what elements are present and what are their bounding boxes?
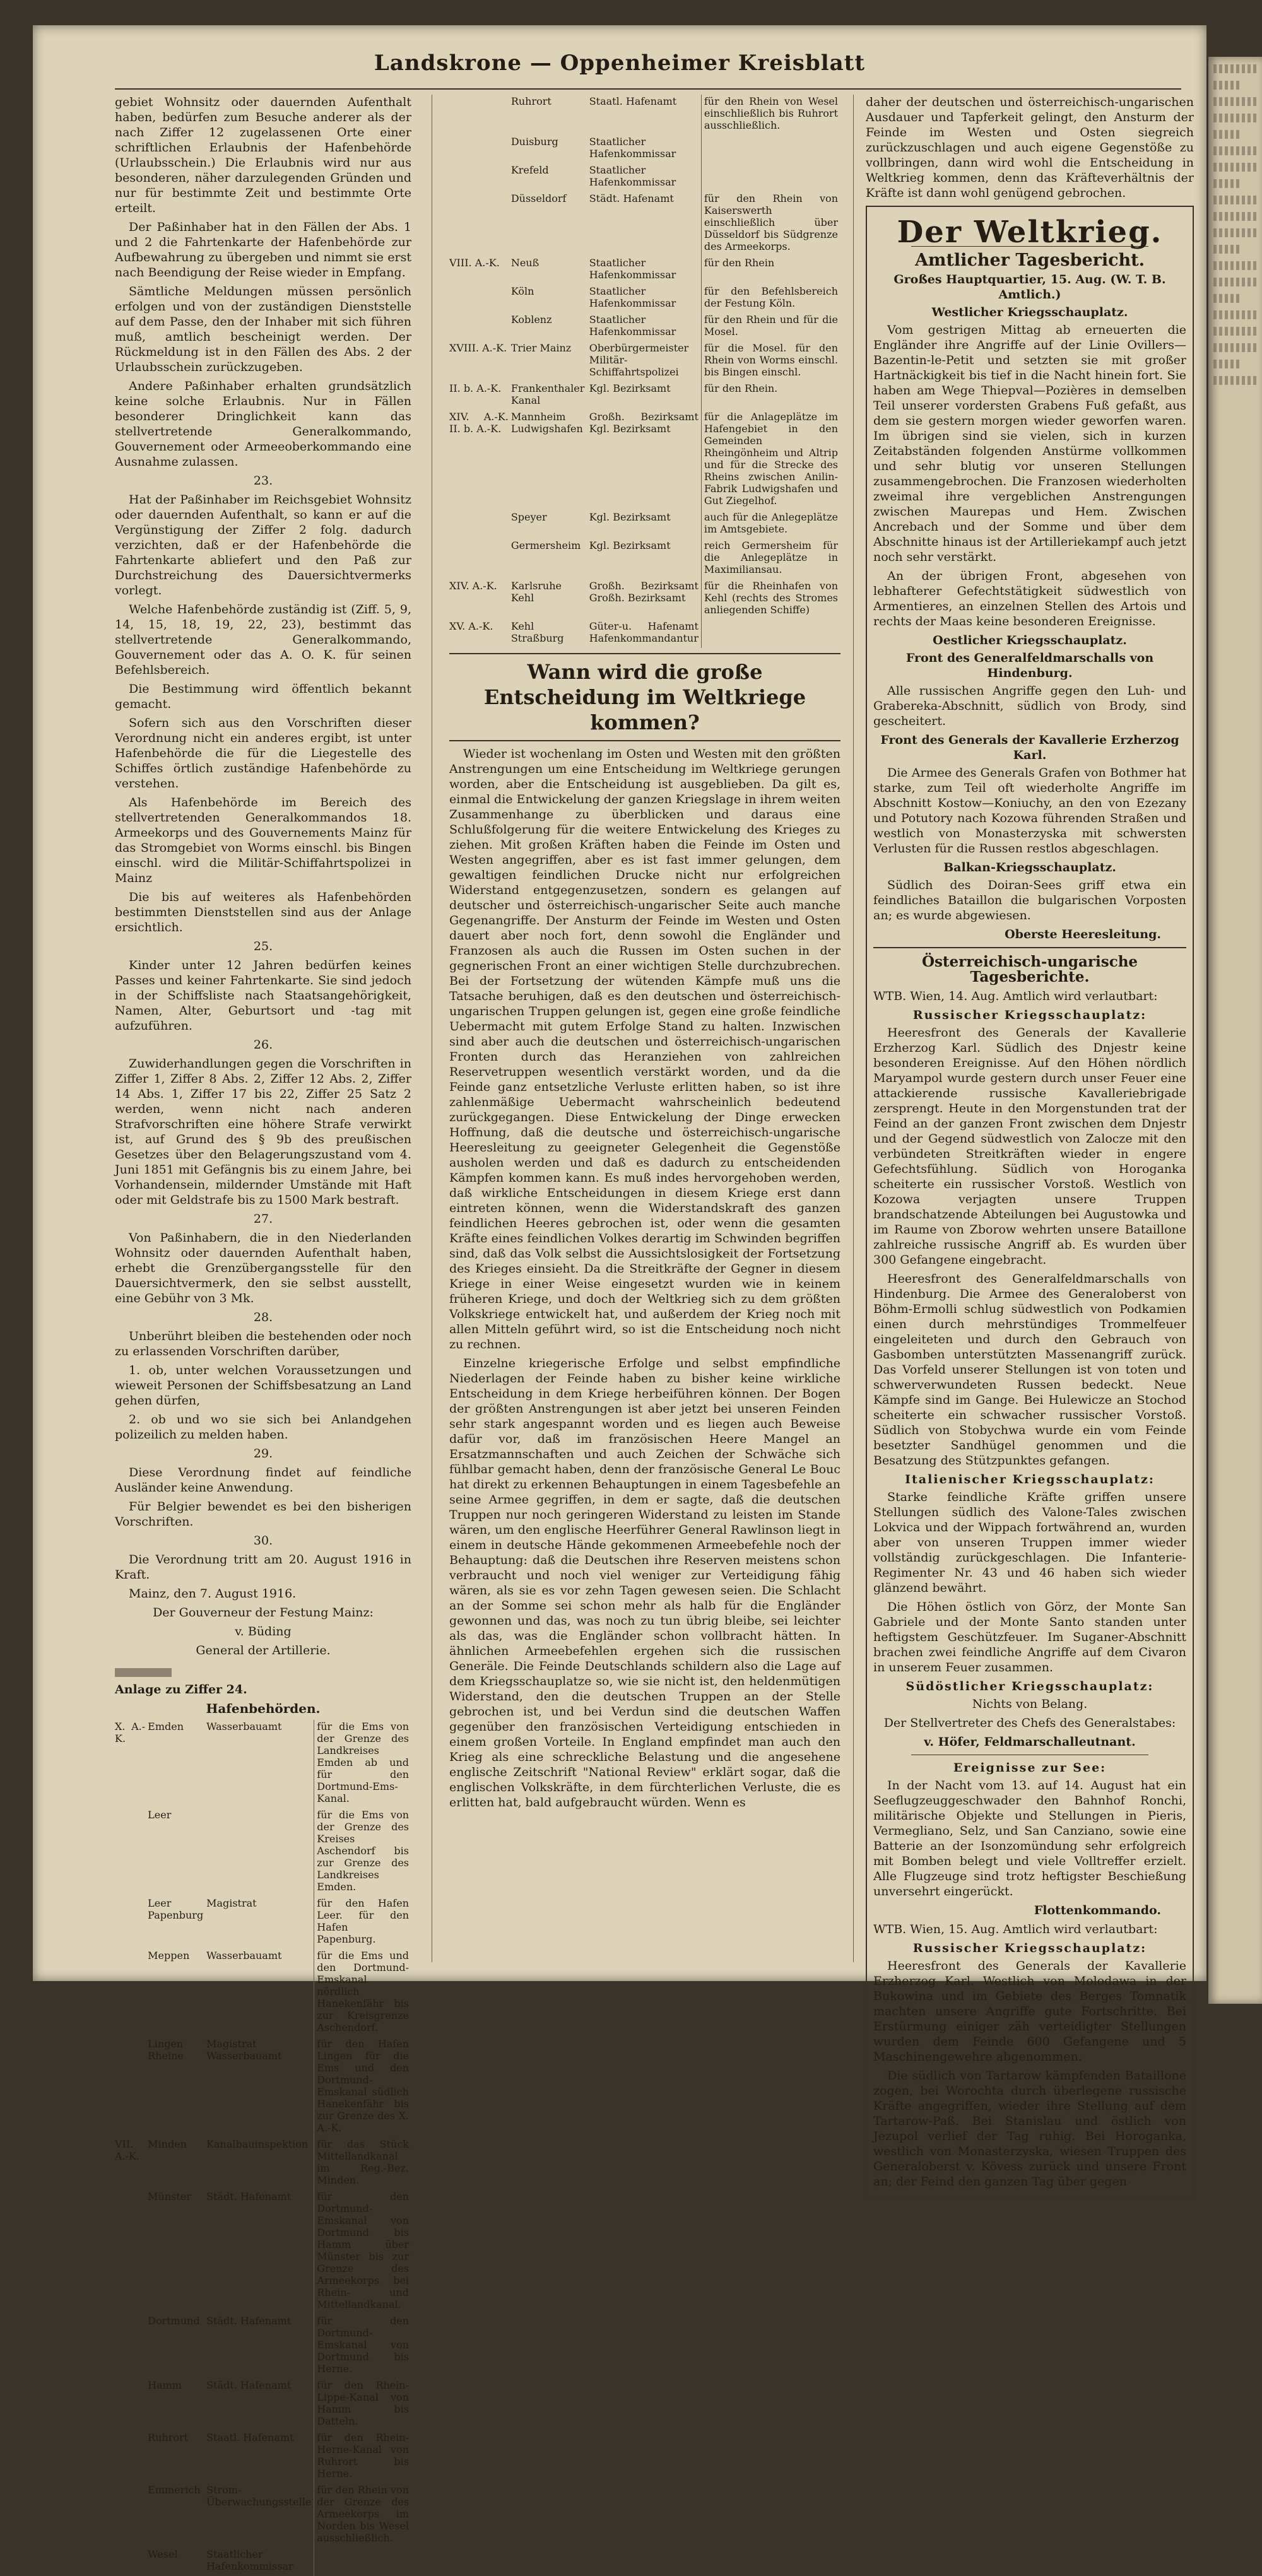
paragraph: Vom gestrigen Mittag ab erneuerten die Engländer ihre Angriffe auf der Linie Ovillers—Bazentin-le-Petit und setzten sie mit großer Hartnäckigkeit bis tief in die Nacht hinein fort. Sie haben am Wege Thiepval—Pozières in demselben Teil unserer vordersten Grabens Fuß gefaßt, aus dem sie gestern morgen wieder geworfen waren. Im übrigen sind sie vielen, sich in kurzen Zeitabständen folgenden Anstürme vollkommen und sehr blutig vor unseren Stellungen zusammengebrochen. Die Franzosen wiederholten zweimal ihre vergeblichen Anstrengungen zwischen Maurepas und Hem. Zwischen Ancrebach und der Somme und über dem Abschnitte hinaus ist der Artilleriekampf auch jetzt noch sehr verstärkt. [873, 323, 1186, 564]
corps-cell: XVIII. A.-K. [449, 342, 507, 354]
port-authority-table-1 [115, 1720, 411, 2576]
corps-cell [449, 163, 511, 192]
paragraph: daher der deutschen und österreichisch-ungarischen Ausdauer und Tapferkeit gelingt, den Ansturm der Feinde im Westen und Osten siegreich zurückzuschlagen und auch eigene Gegenstöße zu vollbringen, dann wird wohl die Entscheidung in Weltkrieg kommen, denn das Kräfteverhältnis der Kräfte ist dann wohl genügend gebrochen. [866, 95, 1194, 200]
jurisdiction-cell: für den Hafen Leer. für den Hafen Papenburg. [314, 1897, 411, 1949]
corps-cell [115, 1949, 148, 2037]
table-row [115, 1808, 411, 1897]
paragraph: Die südlich von Tartarow kämpfenden Bataillone zogen, bei Worochta durch überlegene russische Kräfte angegriffen, wieder ihre Stellung auf dem Tartarow-Paß. Bei Stanislau und östlich von Jezupol verlief der Tag ruhig. Bei Horoganka, westlich von Monasterzyska, wiesen Truppen des Generaloberst v. Kövess zurück und unsere Front an; der Feind den ganzen Tag über gegen [873, 2069, 1186, 2189]
balkan-heading: Balkan-Kriegsschauplatz. [943, 861, 1116, 874]
authority-cell: Güter-u. Hafenamt Hafenkommandantur [589, 620, 699, 644]
jurisdiction-cell: für den Rhein. [701, 382, 840, 410]
table-row [115, 2548, 411, 2576]
jurisdiction-cell: für den Rhein-Herne-Kanal von Ruhrort bis Herne. [314, 2431, 411, 2483]
table-row [115, 2379, 411, 2431]
section-rule [873, 947, 1186, 948]
authority-cell: Kgl. Bezirksamt [589, 539, 671, 551]
paragraph: gebiet Wohnsitz oder dauernden Aufenthalt haben, bedürfen zum Besuche anderer als der nach Ziffer 12 zugelassenen Orte einer schriftlichen Erlaubnis der Hafenbehörde (Urlaubsschein.) Die Erlaubnis wird nur aus besonderen, näher darzulegenden Gründen und nur für bestimmte Zeit und bestimmte Orte erteilt. [115, 95, 411, 215]
location-cell: Krefeld [510, 164, 549, 176]
corps-cell [115, 2037, 148, 2138]
eastern-front-heading: Oestlicher Kriegsschauplatz. [933, 633, 1127, 647]
hindenburg-front-heading: Front des Generalfeldmarschalls von Hindenburg. [905, 651, 1154, 680]
jurisdiction-cell: für den Rhein und für die Mosel. [701, 313, 840, 341]
jurisdiction-cell: für den Befehlsbereich der Festung Köln. [701, 285, 840, 313]
authority-cell: Kgl. Bezirksamt [589, 382, 671, 394]
paragraph: Einzelne kriegerische Erfolge und selbst empfindliche Niederlagen der Feinde haben zu bisher keine wirkliche Entscheidung in dem Kriege herbeiführen können. Der Bogen der größten Anstrengungen ist aber jetzt bei unseren Feinden sehr stark angespannt worden und es liegen auch Beweise dafür vor, daß im französischen Heere Mangel an Ersatzmannschaften und auch Zeichen der Schwäche sich fühlbar gemacht haben, denn der französische General Le Bouc hat direkt zu erkennen Behauptungen in einem Tagesbefehle an seine Armee gegriffen, in dem er sagte, daß die deutschen Truppen nur noch geringeren Widerstand zu leisten im Stande wären, um den englische Heerführer General Rawlinson liegt in einem in deutsche Hände gekommenen Armeebefehle noch der Behauptung: daß die Deutschen ihre Reserven meistens schon verbraucht und noch viel weniger zur Verteidigung fähig wären, als sie es vor zehn Tagen gewesen seien. Die Schlacht an der Somme sei schon mehr als halb für die Engländer gewonnen und das, was noch zu tun übrig bleibe, sei leichter als das, was die Engländer schon vollbracht hätten. In ähnlichen Armeebefehlen ergehen sich die russischen Generäle. Die Feinde Deutschlands schildern also die Lage auf dem Kriegsschauplatze so, wie sie nicht ist, den heldenmütigen Widerstand, den die deutschen Truppen an der Stelle gebrochen ist, und bei Verdun sind die deutschen Waffen gegenüber den französischen Verteidigung entschieden in einem großen Vorteile. In England empfindet man auch den Krieg als eine schreckliche Belastung und die angesehene englische Zeitschrift "National Review" erklärt sogar, daß die englischen Volkskräfte, in dem fürchterlichen Verluste, die es erlitten hat, bald aufgebraucht würden. Wenn es [449, 1356, 840, 1809]
article-number: 28. [253, 1310, 273, 1324]
authority-cell: Städt. Hafenamt [206, 2191, 292, 2203]
annex-label: Anlage zu Ziffer 24. [115, 1683, 247, 1697]
table-row [449, 510, 840, 539]
paragraph: Sämtliche Meldungen müssen persönlich erfolgen und von der zuständigen Dienststelle auf dem Passe, den der Inhaber mit sich führen muß, amtlich bescheinigt werden. Der Rückmeldung ist in den Fällen des Abs. 2 der Urlaubsschein zurückzugeben. [115, 285, 411, 374]
jurisdiction-cell [314, 2548, 411, 2576]
location-cell: Trier Mainz [510, 342, 572, 354]
corps-cell [449, 95, 511, 135]
corps-cell [449, 135, 511, 163]
masthead-rule [115, 88, 1181, 90]
corps-cell [449, 539, 511, 579]
authority-cell: Kgl. Bezirksamt [589, 511, 671, 523]
paragraph: Die Höhen östlich von Görz, der Monte San Gabriele und der Monte Santo standen unter heftigstem Geschützfeuer. Im Suganer-Abschnitt brachen zwei feindliche Angriffe auf dem Civaron in unserem Feuer zusammen. [873, 1600, 1186, 1674]
authority-cell: Strom-Überwachungsstelle [206, 2484, 312, 2508]
location-cell: Frankenthaler Kanal [510, 382, 585, 406]
authority-cell: Staatlicher Hafenkommissar [589, 285, 676, 309]
paragraph: 2. ob und wo sie sich bei Anlandgehen polizeilich zu melden haben. [115, 1413, 411, 1442]
location-cell: Karlsruhe Kehl [510, 580, 562, 604]
location-cell: Dortmund [148, 2315, 200, 2327]
jurisdiction-cell: auch für die Anlegeplätze im Amtsgebiete. [701, 510, 840, 539]
jurisdiction-cell: reich Germersheim für die Anlegeplätze in Maximiliansau. [701, 539, 840, 579]
location-cell: Ruhrort [148, 2432, 189, 2444]
table-row [449, 285, 840, 313]
jurisdiction-cell: für die Ems von der Grenze des Kreises Aschendorf bis zur Grenze des Landkreises Emden. [314, 1808, 411, 1897]
newspaper-page [33, 25, 1206, 2572]
table-row [449, 410, 840, 510]
paragraph: Alle russischen Angriffe gegen den Luh- und Grabereka-Abschnitt, südlich von Brody, sind gescheitert. [873, 684, 1186, 728]
paragraph: Heeresfront des Generals der Kavallerie Erzherzog Karl. Westlich von Molodawa in der Bukowina und im Gebiete des Berges Tomnatik machten unsere Angriffe gute Fortschritte. Bei Erstürmung einiger zäh verteidigter Stellungen wurden dem Feinde 600 Gefangene und 5 Maschinengewehre abgenommen. [873, 1959, 1186, 2064]
jurisdiction-cell: für die Mosel. für den Rhein von Worms einschl. bis Bingen einschl. [701, 341, 840, 382]
location-cell: Münster [148, 2191, 191, 2203]
corps-cell: X. A.-K. [115, 1720, 146, 1744]
jurisdiction-cell: für die Ems von der Grenze des Landkreises Emden ab und für den Dortmund-Ems-Kanal. [314, 1720, 411, 1808]
table-row [449, 341, 840, 382]
location-cell: Kehl Straßburg [510, 620, 564, 644]
paragraph: Die bis auf weiteres als Hafenbehörden bestimmten Dienststellen sind aus der Anlage ersichtlich. [115, 890, 411, 934]
paragraph: Welche Hafenbehörde zuständig ist (Ziff. 5, 9, 14, 15, 18, 19, 22, 23), bestimmt das stellvertretende Generalkommando, Gouvernement oder das A. O. K. für seinen Befehlsbereich. [115, 603, 411, 677]
table-row [115, 1949, 411, 2037]
table-row [449, 192, 840, 256]
russian-front-heading: Russischer Kriegsschauplatz: [912, 1008, 1147, 1022]
location-cell: Minden [148, 2138, 187, 2150]
authority-cell: Städt. Hafenamt [589, 192, 674, 204]
western-front-heading: Westlicher Kriegsschauplatz. [931, 305, 1128, 319]
corps-cell [115, 1808, 148, 1897]
location-cell: Hamm [148, 2379, 182, 2391]
hq-dateline: Großes Hauptquartier, 15. Aug. (W. T. B. Amtlich.) [893, 273, 1166, 302]
jurisdiction-cell: für die Anlageplätze im Hafengebiet in den Gemeinden Rheingönheim und Altrip und für die Strecke des Rheins zwischen Anilin-Fabrik Ludwigshafen und Gut Ziegelhof. [701, 410, 840, 510]
column-rule [853, 95, 854, 1962]
article-number: 25. [253, 939, 273, 953]
table-row [449, 163, 840, 192]
authority-cell: Städt. Hafenamt [206, 2379, 292, 2391]
authority-cell: Staatl. Hafenamt [589, 95, 677, 107]
austro-hungarian-heading: Österreichisch-ungarische Tagesberichte. [921, 953, 1138, 985]
corps-cell: XIV. A.-K. [449, 580, 497, 592]
table-row [115, 2037, 411, 2138]
corps-cell [115, 2548, 148, 2576]
daily-report-title: Amtlicher Tagesbericht. [914, 250, 1145, 270]
wtb-dateline: WTB. Wien, 15. Aug. Amtlich wird verlautbart: [873, 1922, 1158, 1936]
authority-cell [206, 1808, 314, 1897]
paragraph: Als Hafenbehörde im Bereich des stellvertretenden Generalkommandos 18. Armeekorps und des Gouvernements Mainz für das Stromgebiet von Worms einschl. bis Bingen einschl. wird die Militär-Schiffahrtspolizei in Mainz [115, 796, 411, 885]
paragraph: Die Bestimmung wird öffentlich bekannt gemacht. [115, 682, 411, 711]
russian-front-heading: Russischer Kriegsschauplatz: [912, 1941, 1147, 1955]
table-row [115, 2190, 411, 2314]
corps-cell [115, 2483, 148, 2548]
corps-cell: XV. A.-K. [449, 620, 493, 632]
authority-cell: Magistrat [206, 1897, 257, 1909]
authority-cell: Wasserbauamt [206, 1720, 282, 1732]
corps-cell [449, 313, 511, 341]
authority-cell: Staatlicher Hafenkommissar [589, 136, 676, 160]
article-number: 29. [253, 1447, 273, 1461]
authority-cell: Städt. Hafenamt [206, 2315, 292, 2327]
corps-cell [449, 510, 511, 539]
paragraph: Nichts von Belang. [972, 1697, 1088, 1711]
corps-cell: VIII. A.-K. [449, 257, 500, 269]
wtb-dateline: WTB. Wien, 14. Aug. Amtlich wird verlautbart: [873, 989, 1158, 1003]
table-row [115, 2431, 411, 2483]
jurisdiction-cell: für den Rhein von der Grenze des Armeekorps im Norden bis Wesel ausschließlich. [314, 2483, 411, 2548]
table-row [449, 135, 840, 163]
table-row [449, 313, 840, 341]
naval-events-heading: Ereignisse zur See: [953, 1761, 1107, 1775]
authority-cell: Staatlicher Hafenkommissar [589, 257, 676, 281]
section-rule [449, 740, 840, 741]
location-cell: Köln [510, 285, 534, 297]
italian-front-heading: Italienischer Kriegsschauplatz: [905, 1473, 1155, 1486]
hoefer-signature: v. Höfer, Feldmarschalleutnant. [924, 1735, 1136, 1749]
paragraph: Die Armee des Generals Grafen von Bothmer hat starke, zum Teil oft wiederholte Angriffe im Abschnitt Kostow—Koniuchy, an den von Ezezany und Potutory nach Kozowa führenden Straßen und westlich von Monasterzyska mit schwersten Verlusten für die Russen restlos abgeschlagen. [873, 766, 1186, 856]
corps-cell: II. b. A.-K. [449, 382, 502, 394]
location-cell: Meppen [148, 1950, 190, 1961]
paragraph: 1. ob, unter welchen Voraussetzungen und wieweit Personen der Schiffsbesatzung an Land gehen dürfen, [115, 1363, 411, 1408]
authority-cell: Staatlicher Hafenkommissar [589, 164, 676, 188]
article-title: Wann wird die große Entscheidung im Weltkriege kommen? [483, 660, 806, 734]
corps-cell [115, 2379, 148, 2431]
karl-front-heading: Front des Generals der Kavallerie Erzherzog Karl. [880, 733, 1179, 762]
corps-cell [449, 285, 511, 313]
authority-cell: Staatlicher Hafenkommissar [206, 2548, 293, 2572]
jurisdiction-cell: für den Hafen Lingen für die Ems und den Dortmund-Emskanal südlich Hanekenfähr bis zur Grenze des X. A.-K. [314, 2037, 411, 2138]
article-number: 23. [253, 474, 273, 488]
table-row [115, 2138, 411, 2190]
section-rule [449, 653, 840, 654]
jurisdiction-cell [701, 135, 840, 163]
jurisdiction-cell: für den Rhein-Lippe-Kanal von Hamm bis Datteln. [314, 2379, 411, 2431]
location-cell: Duisburg [510, 136, 558, 148]
corps-cell [115, 1897, 148, 1949]
authority-cell: Magistrat Wasserbauamt [206, 2038, 282, 2062]
jurisdiction-cell: für den Rhein von Kaiserswerth einschließlich über Düsseldorf bis Südgrenze des Armeekorps. [701, 192, 840, 256]
paragraph: An der übrigen Front, abgesehen von lebhafterer Gefechtstätigkeit südwestlich von Armentieres, an einzelnen Stellen des Artois und rechts der Maas keine besonderen Ereignisse. [873, 569, 1186, 628]
port-authority-table-2 [449, 95, 840, 648]
paragraph: Hat der Paßinhaber im Reichsgebiet Wohnsitz oder dauernden Aufenthalt, so kann er auf die Vergünstigung der Ziffer 2 folg. dadurch verzichten, daß er der Hafenbehörde die Fahrtenkarte abliefert und den Paß zur Durchstreichung des Dauersichtvermerks vorlegt. [115, 493, 411, 597]
authority-cell: Kanalbauinspektion [206, 2138, 309, 2150]
paragraph: Die Verordnung tritt am 20. August 1916 in Kraft. [115, 1553, 411, 1582]
authority-cell: Großh. Bezirksamt Kgl. Bezirksamt [589, 411, 699, 435]
southeast-front-heading: Südöstlicher Kriegsschauplatz: [905, 1679, 1154, 1693]
table-row [115, 2314, 411, 2379]
war-section-box [866, 206, 1194, 2199]
jurisdiction-cell [701, 620, 840, 648]
article-number: 27. [253, 1212, 273, 1226]
fleet-command-signature: Flottenkommando. [1034, 1903, 1161, 1917]
signature-name: v. Büding [235, 1625, 292, 1638]
table-row [449, 256, 840, 285]
jurisdiction-cell: für den Rhein [701, 256, 840, 285]
jurisdiction-cell: für den Dortmund-Emskanal von Dortmund bis Herne. [314, 2314, 411, 2379]
paragraph: Wieder ist wochenlang im Osten und Westen mit den größten Anstrengungen um eine Entscheidung im Weltkriege gerungen worden, aber die Entscheidung ist ausgeblieben. Da gilt es, einmal die Entwickelung der ganzen Kriegslage in ihrem weiten Zusammenhange zu überblicken und daraus eine Schlußfolgerung für die weitere Entwickelung des Krieges zu ziehen. Mit großen Kräften haben die Feinde im Osten und Westen angegriffen, aber es ist fast immer gelungen, dem gewaltigen feindlichen Drucke nicht nur erfolgreichen Widerstand entgegenzusetzen, sondern es gelangen auf deutscher und österreichisch-ungarischer Seite auch manche Gegenangriffe. Der Ansturm der Feinde im Westen und Osten dauert aber noch fort, denn sowohl die Engländer und Franzosen als auch die Russen im Osten suchen in der gegnerischen Front an einer wichtigen Stelle durchzubrechen. Bei der Fortsetzung der wütenden Kämpfe muß uns die Tatsache beruhigen, daß es den deutschen und österreichisch-ungarischen Truppen gelungen ist, gegen eine große feindliche Uebermacht mit gutem Erfolge Stand zu halten. Inzwischen sind aber auch die deutschen und österreichisch-ungarischen Fronten durch das Heranziehen von zahlreichen Reservetruppen wesentlich verstärkt worden, und da die Feinde ganz entsetzliche Verluste erlitten haben, so ist ihre zahlenmäßige Uebermacht wahrscheinlich bedeutend zurückgegangen. Diese Entwickelung der Dinge erwecken Hoffnung, daß die deutsche und österreichisch-ungarische Heeresleitung zu geeigneter Gelegenheit die Gegenstöße ausholen werden und daß es dadurch zu entscheidenden Kämpfen kommen kann. Es muß indes hervorgehoben werden, daß wirkliche Entscheidungen in diesem Kriege erst dann eintreten können, wenn die Widerstandskraft des ganzen feindlichen Heeres gebrochen ist, oder wenn die gesamten Kräfte eines feindlichen Volkes derartig im Schwinden begriffen sind, daß das Volk selbst die Aussichtslosigkeit der Fortsetzung des Krieges einsieht. Da die Streitkräfte der Gegner in diesem Kriege in einer Weise eingesetzt wurden wie in keinem früheren Kriege, und doch der Weltkrieg sich zu dem größten Volkskriege entwickelt hat, und außerdem der Krieg noch mit allen Mitteln geführt wird, so ist die Entscheidung noch nicht zu rechnen. [449, 747, 840, 1351]
article-number: 26. [253, 1038, 273, 1052]
table-row [449, 620, 840, 648]
paragraph: Kinder unter 12 Jahren bedürfen keines Passes und keiner Fahrtenkarte. Sie sind jedoch in der Schiffsliste nach Staatsangehörigkeit, Namen, Alter, Geburtsort und -tag mit aufzuführen. [115, 958, 411, 1033]
paragraph: Starke feindliche Kräfte griffen unsere Stellungen südlich des Valone-Tales zwischen Lokvica und der Wippach fortwährend an, wurden aber von unseren Truppen immer wieder vollständig zurückgeschlagen. Die Infanterie-Regimenter Nr. 43 und 46 haben sich wieder glänzend bewährt. [873, 1490, 1186, 1595]
location-cell: Emmerich [148, 2484, 201, 2496]
table-row [115, 1720, 411, 1808]
column-3 [866, 95, 1194, 2204]
paragraph: Diese Verordnung findet auf feindliche Ausländer keine Anwendung. [115, 1466, 411, 1495]
corps-cell [115, 2431, 148, 2483]
location-cell: Germersheim [510, 539, 581, 551]
supreme-command-signature: Oberste Heeresleitung. [1005, 927, 1161, 941]
paragraph: Von Paßinhabern, die in den Niederlanden Wohnsitz oder dauernden Aufenthalt haben, erhebt die Grenzübergangsstelle für den Dauersichtvermerk, den sie selbst ausstellt, eine Gebühr von 3 Mk. [115, 1231, 411, 1305]
location-cell: Düsseldorf [510, 192, 567, 204]
signature-rank: General der Artillerie. [196, 1644, 331, 1657]
jurisdiction-cell: für den Dortmund-Emskanal von Dortmund bis Hamm über Münster bis zur Grenze des Armeekorps bei Rhein- und Mittellandkanal. [314, 2190, 411, 2314]
paragraph: Der Paßinhaber hat in den Fällen der Abs. 1 und 2 die Fahrtenkarte der Hafenbehörde zur Aufbewahrung zu übergeben und nimmt sie erst nach Beendigung der Reise wieder in Empfang. [115, 220, 411, 279]
jurisdiction-cell: für die Rheinhafen von Kehl (rechts des Stromes anliegenden Schiffe) [701, 579, 840, 620]
table-row [115, 1897, 411, 1949]
corps-cell [449, 192, 511, 256]
table-row [115, 2483, 411, 2548]
location-cell: Leer [148, 1809, 172, 1821]
paragraph: Südlich des Doiran-Sees griff etwa ein feindliches Bataillon die bulgarischen Vorposten an; es wurde abgewiesen. [873, 878, 1186, 922]
column-1 [115, 95, 411, 2576]
jurisdiction-cell [701, 163, 840, 192]
adjacent-page-edge [1208, 57, 1262, 2004]
jurisdiction-cell: für das Stück Mittellandkanal im Reg.-Bez. Minden. [314, 2138, 411, 2190]
location-cell: Wesel [148, 2548, 178, 2560]
location-cell: Mannheim Ludwigshafen [510, 411, 583, 435]
paragraph: Sofern sich aus den Vorschriften dieser Verordnung nicht ein anderes ergibt, ist unter Hafenbehörde die für die Liegestelle des Schiffes örtlich zuständige Hafenbehörde zu verstehen. [115, 716, 411, 791]
table-row [449, 579, 840, 620]
paragraph: Unberührt bleiben die bestehenden oder noch zu erlassenden Vorschriften darüber, [115, 1329, 411, 1358]
location-cell: Neuß [510, 257, 540, 269]
dateline: Mainz, den 7. August 1916. [129, 1587, 297, 1601]
table-row [449, 382, 840, 410]
corps-cell: VII. A.-K. [115, 2138, 140, 2162]
column-2 [449, 95, 840, 1814]
authority-cell: Oberbürgermeister Militär-Schiffahrtspolizei [589, 342, 689, 378]
location-cell: Emden [148, 1720, 184, 1732]
masthead: Landskrone — Oppenheimer Kreisblatt [374, 50, 866, 76]
corps-cell [115, 2190, 148, 2314]
authority-cell: Staatl. Hafenamt [206, 2432, 294, 2444]
article-number: 30. [253, 1534, 273, 1548]
deputy-chief-signature: Der Stellvertreter des Chefs des Generalstabes: [883, 1716, 1176, 1730]
location-cell: Leer Papenburg [148, 1897, 204, 1921]
corps-cell [115, 2314, 148, 2379]
paragraph: Zuwiderhandlungen gegen die Vorschriften in Ziffer 1, Ziffer 8 Abs. 2, Ziffer 12 Abs. 2, Ziffer 14 Abs. 1, Ziffer 17 bis 22, Ziffer 25 Satz 2 werden, wenn nicht nach anderen Strafvorschriften eine höhere Strafe verwirkt ist, auf Grund des § 9b des preußischen Gesetzes über den Belagerungszustand vom 4. Juni 1851 mit Gefängnis bis zu einem Jahre, bei Vorhandensein, mildernder Umstände mit Haft oder mit Geldstrafe bis zu 1500 Mark bestraft. [115, 1057, 411, 1207]
authority-cell: Großh. Bezirksamt Großh. Bezirksamt [589, 580, 699, 604]
authority-cell: Wasserbauamt [206, 1950, 282, 1961]
authority-cell: Staatlicher Hafenkommissar [589, 314, 676, 338]
signature-title: Der Gouverneur der Festung Mainz: [153, 1606, 374, 1620]
location-cell: Lingen Rheine [148, 2038, 184, 2062]
paragraph: Für Belgier bewendet es bei den bisherigen Vorschriften. [115, 1500, 411, 1529]
location-cell: Koblenz [510, 314, 552, 326]
stamp-mark [115, 1664, 411, 1679]
table-title: Hafenbehörden. [206, 1701, 321, 1716]
jurisdiction-cell: für den Rhein von Wesel einschließlich bis Ruhrort ausschließlich. [701, 95, 840, 135]
table-row [449, 539, 840, 579]
paragraph: Andere Paßinhaber erhalten grundsätzlich keine solche Erlaubnis. Nur in Fällen besonderer Dringlichkeit kann das stellvertretende Generalkommando, Gouvernement oder Armeeoberkommando eine Ausnahme zulassen. [115, 379, 411, 469]
location-cell: Speyer [510, 511, 547, 523]
paragraph: Heeresfront des Generalfeldmarschalls von Hindenburg. Die Armee des Generaloberst von Böhm-Ermolli schlug südwestlich von Podkamien einen durch mehrstündiges Trommelfeuer eingeleiteten und durch den Gebrauch von Gasbomben unterstützten Massenangriff zurück. Das Vorfeld unserer Stellungen ist von toten und schwerverwundeten Russen bedeckt. Neue Kämpfe sind im Gange. Bei Hulewicze an Stochod scheiterte ein schwacher russischer Vorstoß. Südlich von Stobychwa wurde ein vom Feinde besetzter Sandhügel genommen und die Besatzung des Stützpunktes gefangen. [873, 1272, 1186, 1467]
corps-cell: XIV. A.-K. II. b. A.-K. [449, 411, 509, 435]
table-row [449, 95, 840, 135]
paragraph: In der Nacht vom 13. auf 14. August hat ein Seeflugzeuggeschwader den Bahnhof Ronchi, militärische Objekte und Stellungen in Pieris, Vermegliano, Selz, und San Canziano, sowie eine Batterie an der Isonzomündung sehr erfolgreich mit Bomben belegt und viele Volltreffer erzielt. Alle Flugzeuge sind trotz heftigster Beschießung unversehrt eingerückt. [873, 1779, 1186, 1898]
war-title: Der Weltkrieg. [897, 215, 1163, 250]
location-cell: Ruhrort [510, 95, 551, 107]
jurisdiction-cell: für die Ems und den Dortmund-Emskanal nördlich Hanekenfähr bis zur Kreisgrenze Aschendorf. [314, 1949, 411, 2037]
paragraph: Heeresfront des Generals der Kavallerie Erzherzog Karl. Südlich des Dnjestr keine besonderen Ereignisse. Auf den Höhen nördlich Maryampol wurde gestern durch unser Feuer eine attackierende russische Kavalleriebrigade zersprengt. Heute in den Morgenstunden trat der Feind an der ganzen Front zwischen dem Dnjestr und der Gegend südwestlich von Zalocze mit den verbündeten Streitkräften wieder in engere Gefechtsfühlung. Südlich von Horoganka scheiterte ein russischer Vorstoß. Westlich von Kozowa verjagten unsere Truppen brandschatzende Abteilungen bei Augustowka und im Raume von Zborow wehrten unsere Bataillone zahlreiche russische Angriff ab. Es wurden über 300 Gefangene eingebracht. [873, 1026, 1186, 1267]
